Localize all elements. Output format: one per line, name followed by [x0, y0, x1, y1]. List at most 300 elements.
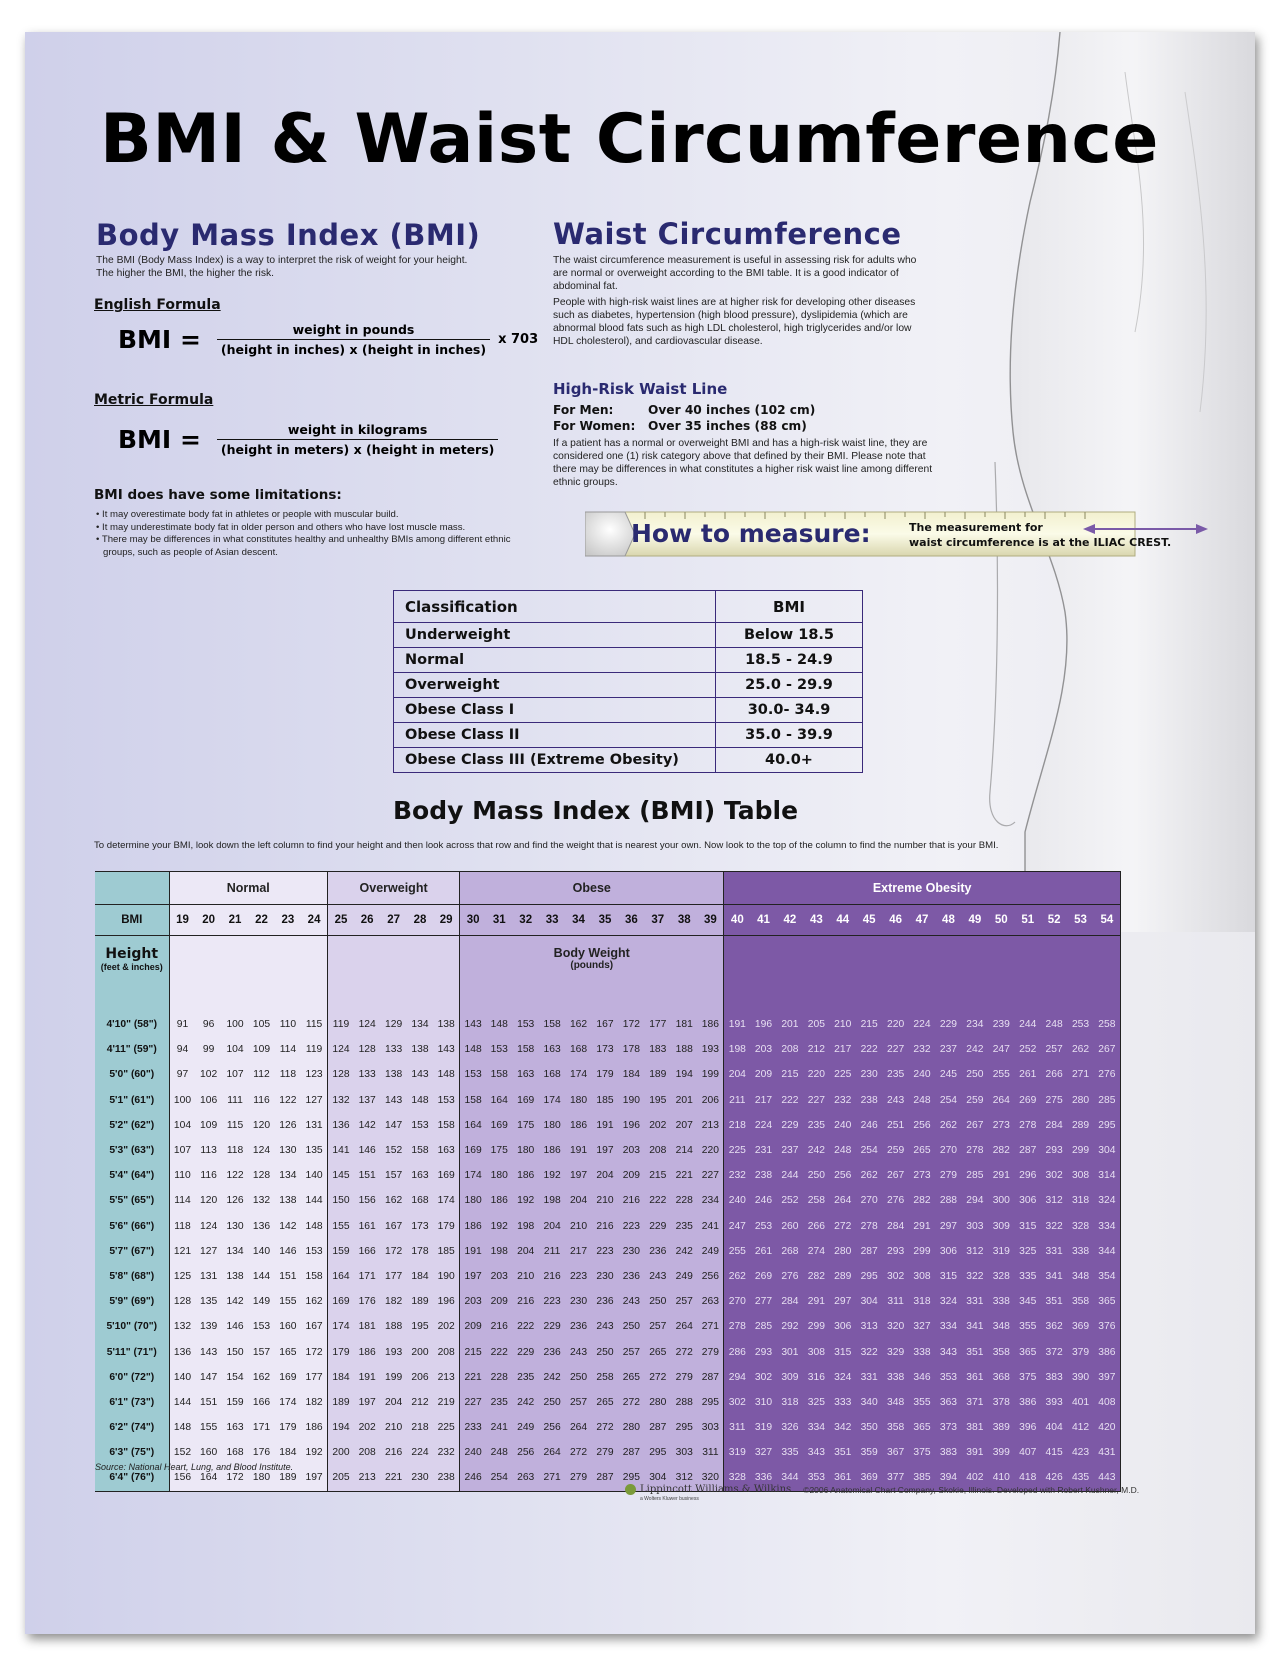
weight-cell: 272 [830, 1214, 856, 1239]
weight-cell: 378 [988, 1390, 1014, 1415]
weight-cell: 231 [750, 1138, 776, 1163]
weight-cell: 163 [539, 1037, 565, 1062]
weight-cell: 177 [645, 1012, 671, 1037]
weight-cell: 426 [1041, 1465, 1067, 1491]
weight-cell: 139 [195, 1314, 221, 1339]
weight-cell: 163 [407, 1163, 433, 1188]
body-weight-band [169, 936, 328, 1013]
weight-cell: 250 [962, 1062, 988, 1087]
weight-cell: 435 [1067, 1465, 1093, 1491]
weight-cell: 127 [195, 1239, 221, 1264]
weight-cell: 308 [1067, 1163, 1093, 1188]
weight-cell: 222 [486, 1339, 512, 1364]
weight-cell: 275 [1041, 1088, 1067, 1113]
weight-cell: 272 [592, 1415, 618, 1440]
weight-cell: 218 [724, 1113, 750, 1138]
weight-cell: 232 [909, 1037, 935, 1062]
classification-name: Obese Class I [394, 698, 716, 723]
weight-cell: 254 [935, 1088, 961, 1113]
weight-cell: 199 [380, 1365, 406, 1390]
weight-cell: 308 [803, 1339, 829, 1364]
weight-cell: 181 [354, 1314, 380, 1339]
weight-cell: 174 [460, 1163, 486, 1188]
weight-cell: 279 [592, 1440, 618, 1465]
weight-cell: 215 [777, 1062, 803, 1087]
weight-cell: 345 [1015, 1289, 1041, 1314]
bmi-intro-line-2: The higher the BMI, the higher the risk. [96, 268, 274, 279]
weight-cell: 300 [988, 1188, 1014, 1213]
weight-cell: 383 [935, 1440, 961, 1465]
bmi-value: 54 [1094, 905, 1121, 936]
weight-cell: 277 [750, 1289, 776, 1314]
weight-cell: 190 [433, 1264, 459, 1289]
weight-cell: 394 [935, 1465, 961, 1491]
weight-cell: 158 [539, 1012, 565, 1037]
weight-cell: 306 [935, 1239, 961, 1264]
weight-cell: 334 [935, 1314, 961, 1339]
weight-cell: 213 [433, 1365, 459, 1390]
weight-cell: 94 [169, 1037, 195, 1062]
weight-cell: 351 [1041, 1289, 1067, 1314]
weight-cell: 331 [1041, 1239, 1067, 1264]
weight-cell: 186 [565, 1113, 591, 1138]
weight-cell: 126 [222, 1188, 248, 1213]
weight-cell: 243 [645, 1264, 671, 1289]
weight-cell: 205 [803, 1012, 829, 1037]
weight-cell: 227 [882, 1037, 908, 1062]
weight-cell: 276 [1094, 1062, 1121, 1087]
bmi-value: 19 [169, 905, 195, 936]
bmi-table-row [95, 1088, 1121, 1113]
weight-cell: 420 [1094, 1415, 1121, 1440]
weight-cell: 328 [1067, 1214, 1093, 1239]
weight-cell: 284 [882, 1214, 908, 1239]
bmi-value: 40 [724, 905, 750, 936]
weight-cell: 113 [195, 1138, 221, 1163]
weight-cell: 368 [988, 1365, 1014, 1390]
weight-cell: 188 [671, 1037, 697, 1062]
weight-cell: 303 [697, 1415, 723, 1440]
bmi-intro [96, 254, 516, 280]
weight-cell: 240 [724, 1188, 750, 1213]
weight-cell: 194 [671, 1062, 697, 1087]
weight-cell: 110 [275, 1012, 301, 1037]
weight-cell: 397 [1094, 1365, 1121, 1390]
publisher-logo-icon [625, 1484, 636, 1495]
weight-cell: 282 [909, 1188, 935, 1213]
weight-cell: 210 [380, 1415, 406, 1440]
weight-cell: 197 [301, 1465, 327, 1491]
weight-cell: 243 [565, 1339, 591, 1364]
weight-cell: 208 [354, 1440, 380, 1465]
category-header: Normal [169, 872, 328, 905]
weight-cell: 211 [539, 1239, 565, 1264]
weight-cell: 182 [380, 1289, 406, 1314]
weight-cell: 256 [512, 1440, 538, 1465]
height-header-cell [95, 936, 169, 1013]
weight-cell: 178 [618, 1037, 644, 1062]
weight-cell: 230 [565, 1289, 591, 1314]
bmi-value: 35 [592, 905, 618, 936]
weight-cell: 138 [433, 1012, 459, 1037]
weight-cell: 144 [169, 1390, 195, 1415]
weight-cell: 177 [301, 1365, 327, 1390]
weight-cell: 152 [380, 1138, 406, 1163]
weight-cell: 242 [962, 1037, 988, 1062]
weight-cell: 306 [830, 1314, 856, 1339]
weight-cell: 258 [1094, 1012, 1121, 1037]
weight-cell: 128 [328, 1062, 354, 1087]
height-cell: 5'11" (71") [95, 1339, 169, 1364]
weight-cell: 268 [777, 1239, 803, 1264]
weight-cell: 250 [592, 1339, 618, 1364]
weight-cell: 229 [539, 1314, 565, 1339]
classification-name: Underweight [394, 623, 716, 648]
weight-cell: 147 [195, 1365, 221, 1390]
weight-cell: 132 [248, 1188, 274, 1213]
bmi-row-label: BMI [95, 905, 169, 936]
weight-cell: 291 [909, 1214, 935, 1239]
weight-cell: 212 [803, 1037, 829, 1062]
weight-cell: 247 [724, 1214, 750, 1239]
weight-cell: 215 [856, 1012, 882, 1037]
weight-cell: 162 [301, 1289, 327, 1314]
weight-cell: 224 [909, 1012, 935, 1037]
weight-cell: 304 [645, 1465, 671, 1491]
weight-cell: 206 [697, 1088, 723, 1113]
weight-cell: 167 [380, 1214, 406, 1239]
weight-cell: 134 [275, 1163, 301, 1188]
height-cell: 5'0" (60") [95, 1062, 169, 1087]
weight-cell: 199 [697, 1062, 723, 1087]
weight-cell: 258 [592, 1365, 618, 1390]
weight-cell: 99 [195, 1037, 221, 1062]
weight-cell: 259 [962, 1088, 988, 1113]
weight-cell: 227 [460, 1390, 486, 1415]
weight-cell: 327 [909, 1314, 935, 1339]
weight-cell: 262 [935, 1113, 961, 1138]
weight-cell: 124 [195, 1214, 221, 1239]
weight-cell: 257 [645, 1314, 671, 1339]
weight-cell: 119 [301, 1037, 327, 1062]
bmi-value: 20 [195, 905, 221, 936]
weight-cell: 140 [301, 1163, 327, 1188]
weight-cell: 238 [750, 1163, 776, 1188]
weight-cell: 273 [909, 1163, 935, 1188]
weight-cell: 168 [539, 1062, 565, 1087]
how-to-measure-tape [585, 510, 1208, 558]
classification-row [394, 698, 863, 723]
weight-cell: 289 [830, 1264, 856, 1289]
weight-cell: 209 [486, 1289, 512, 1314]
weight-cell: 158 [512, 1037, 538, 1062]
weight-cell: 210 [512, 1264, 538, 1289]
weight-cell: 350 [856, 1415, 882, 1440]
weight-cell: 163 [512, 1062, 538, 1087]
weight-cell: 235 [803, 1113, 829, 1138]
weight-cell: 142 [354, 1113, 380, 1138]
weight-cell: 287 [856, 1239, 882, 1264]
weight-cell: 242 [512, 1390, 538, 1415]
weight-cell: 204 [724, 1062, 750, 1087]
weight-cell: 96 [195, 1012, 221, 1037]
weight-cell: 204 [380, 1390, 406, 1415]
classification-row [394, 648, 863, 673]
weight-cell: 383 [1041, 1365, 1067, 1390]
bmi-value: 23 [275, 905, 301, 936]
how-to-text-3: ILIAC CREST. [1093, 536, 1172, 549]
classification-range: 35.0 - 39.9 [716, 723, 863, 748]
weight-cell: 196 [750, 1012, 776, 1037]
bmi-table-row [95, 1264, 1121, 1289]
weight-cell: 216 [512, 1289, 538, 1314]
weight-cell: 197 [354, 1390, 380, 1415]
weight-cell: 140 [248, 1239, 274, 1264]
weight-cell: 206 [407, 1365, 433, 1390]
weight-cell: 262 [1067, 1037, 1093, 1062]
weight-cell: 293 [750, 1339, 776, 1364]
weight-cell: 285 [1094, 1088, 1121, 1113]
bmi-value: 38 [671, 905, 697, 936]
bmi-value: 31 [486, 905, 512, 936]
weight-cell: 320 [697, 1465, 723, 1491]
weight-cell: 407 [1015, 1440, 1041, 1465]
weight-cell: 214 [671, 1138, 697, 1163]
weight-cell: 167 [301, 1314, 327, 1339]
weight-cell: 142 [275, 1214, 301, 1239]
weight-cell: 327 [750, 1440, 776, 1465]
weight-cell: 151 [195, 1390, 221, 1415]
weight-cell: 212 [407, 1390, 433, 1415]
english-denominator: (height in inches) x (height in inches) [217, 339, 490, 357]
how-to-measure-label: How to measure: [631, 519, 871, 548]
weight-cell: 133 [380, 1037, 406, 1062]
weight-cell: 324 [830, 1365, 856, 1390]
weight-cell: 248 [830, 1138, 856, 1163]
weight-cell: 196 [618, 1113, 644, 1138]
weight-cell: 138 [275, 1188, 301, 1213]
weight-cell: 242 [539, 1365, 565, 1390]
weight-cell: 246 [856, 1113, 882, 1138]
weight-cell: 318 [909, 1289, 935, 1314]
weight-cell: 254 [486, 1465, 512, 1491]
classification-name: Obese Class III (Extreme Obesity) [394, 748, 716, 773]
weight-cell: 351 [830, 1440, 856, 1465]
weight-cell: 309 [988, 1214, 1014, 1239]
weight-cell: 143 [433, 1037, 459, 1062]
limitations-list [96, 509, 536, 559]
weight-cell: 375 [1015, 1365, 1041, 1390]
how-to-text-line-2 [909, 536, 1171, 549]
weight-cell: 262 [724, 1264, 750, 1289]
height-cell: 5'10" (70") [95, 1314, 169, 1339]
weight-cell: 189 [275, 1465, 301, 1491]
weight-cell: 235 [512, 1365, 538, 1390]
weight-cell: 278 [962, 1138, 988, 1163]
weight-cell: 377 [882, 1465, 908, 1491]
weight-cell: 186 [460, 1214, 486, 1239]
weight-cell: 319 [988, 1239, 1014, 1264]
men-value: Over 40 inches (102 cm) [648, 403, 816, 417]
weight-cell: 225 [830, 1062, 856, 1087]
weight-cell: 318 [777, 1390, 803, 1415]
weight-cell: 216 [380, 1440, 406, 1465]
weight-cell: 186 [301, 1415, 327, 1440]
weight-cell: 218 [407, 1415, 433, 1440]
weight-cell: 185 [592, 1088, 618, 1113]
weight-cell: 153 [301, 1239, 327, 1264]
weight-cell: 348 [988, 1314, 1014, 1339]
height-cell: 5'8" (68") [95, 1264, 169, 1289]
bmi-value: 27 [380, 905, 406, 936]
weight-cell: 282 [988, 1138, 1014, 1163]
weight-cell: 174 [433, 1188, 459, 1213]
limitation-item: • There may be differences in what constitutes healthy and unhealthy BMIs among different ethnic groups, such as people of Asian descent. [96, 534, 511, 558]
weight-cell: 230 [856, 1062, 882, 1087]
weight-cell: 138 [222, 1264, 248, 1289]
body-weight-label: Body Weight [553, 946, 630, 960]
weight-cell: 143 [407, 1062, 433, 1087]
weight-cell: 169 [433, 1163, 459, 1188]
weight-cell: 266 [803, 1214, 829, 1239]
weight-cell: 291 [803, 1289, 829, 1314]
weight-cell: 210 [830, 1012, 856, 1037]
weight-cell: 209 [618, 1163, 644, 1188]
poster-title: BMI & Waist Circumference [100, 100, 1159, 179]
weight-cell: 341 [1041, 1264, 1067, 1289]
weight-cell: 237 [935, 1037, 961, 1062]
weight-cell: 180 [486, 1163, 512, 1188]
weight-cell: 163 [433, 1138, 459, 1163]
weight-cell: 278 [856, 1214, 882, 1239]
weight-cell: 334 [1094, 1214, 1121, 1239]
weight-cell: 217 [830, 1037, 856, 1062]
weight-cell: 261 [1015, 1062, 1041, 1087]
weight-cell: 280 [830, 1239, 856, 1264]
bmi-value: 21 [222, 905, 248, 936]
weight-cell: 415 [1041, 1440, 1067, 1465]
category-corner-cell [95, 872, 169, 905]
weight-cell: 253 [1067, 1012, 1093, 1037]
weight-cell: 346 [909, 1365, 935, 1390]
classification-range: 18.5 - 24.9 [716, 648, 863, 673]
weight-cell: 358 [988, 1339, 1014, 1364]
classification-range: 40.0+ [716, 748, 863, 773]
weight-cell: 168 [222, 1440, 248, 1465]
weight-cell: 308 [909, 1264, 935, 1289]
weight-cell: 257 [671, 1289, 697, 1314]
women-label: For Women: [553, 419, 636, 433]
weight-cell: 180 [460, 1188, 486, 1213]
height-cell: 6'3" (75") [95, 1440, 169, 1465]
weight-cell: 158 [486, 1062, 512, 1087]
weight-cell: 223 [592, 1239, 618, 1264]
weight-cell: 124 [248, 1138, 274, 1163]
weight-cell: 331 [962, 1289, 988, 1314]
weight-cell: 291 [988, 1163, 1014, 1188]
weight-cell: 244 [1015, 1012, 1041, 1037]
weight-cell: 250 [539, 1390, 565, 1415]
weight-cell: 158 [433, 1113, 459, 1138]
weight-cell: 133 [354, 1062, 380, 1087]
weight-cell: 222 [777, 1088, 803, 1113]
weight-cell: 204 [592, 1163, 618, 1188]
weight-cell: 221 [380, 1465, 406, 1491]
bmi-table-row [95, 1138, 1121, 1163]
weight-cell: 225 [433, 1415, 459, 1440]
bmi-value: 45 [856, 905, 882, 936]
weight-cell: 182 [301, 1390, 327, 1415]
weight-cell: 202 [433, 1314, 459, 1339]
weight-cell: 247 [988, 1037, 1014, 1062]
weight-cell: 253 [750, 1214, 776, 1239]
weight-cell: 361 [830, 1465, 856, 1491]
weight-cell: 322 [962, 1264, 988, 1289]
weight-cell: 220 [882, 1012, 908, 1037]
weight-cell: 105 [248, 1012, 274, 1037]
weight-cell: 295 [697, 1390, 723, 1415]
weight-cell: 287 [618, 1440, 644, 1465]
classification-name: Overweight [394, 673, 716, 698]
weight-cell: 270 [724, 1289, 750, 1314]
weight-cell: 284 [777, 1289, 803, 1314]
weight-cell: 245 [935, 1062, 961, 1087]
weight-cell: 243 [618, 1289, 644, 1314]
weight-cell: 229 [645, 1214, 671, 1239]
weight-cell: 272 [671, 1339, 697, 1364]
bmi-table-title: Body Mass Index (BMI) Table [393, 796, 799, 825]
weight-cell: 242 [803, 1138, 829, 1163]
weight-cell: 229 [777, 1113, 803, 1138]
weight-cell: 127 [301, 1088, 327, 1113]
weight-cell: 243 [882, 1088, 908, 1113]
weight-cell: 386 [1015, 1390, 1041, 1415]
weight-cell: 160 [275, 1314, 301, 1339]
weight-cell: 365 [1094, 1289, 1121, 1314]
weight-cell: 200 [328, 1440, 354, 1465]
limitation-item: • It may underestimate body fat in older person and others who have lost muscle mass. [96, 521, 466, 533]
weight-cell: 338 [988, 1289, 1014, 1314]
height-cell: 4'10" (58") [95, 1012, 169, 1037]
weight-cell: 221 [671, 1163, 697, 1188]
source-note: Source: National Heart, Lung, and Blood Institute. [95, 1462, 294, 1472]
weight-cell: 401 [1067, 1390, 1093, 1415]
weight-cell: 266 [1041, 1062, 1067, 1087]
weight-cell: 155 [328, 1214, 354, 1239]
weight-cell: 152 [169, 1440, 195, 1465]
weight-cell: 204 [539, 1214, 565, 1239]
weight-cell: 315 [935, 1264, 961, 1289]
weight-cell: 286 [724, 1339, 750, 1364]
weight-cell: 172 [618, 1012, 644, 1037]
weight-cell: 176 [248, 1440, 274, 1465]
weight-cell: 215 [460, 1339, 486, 1364]
weight-cell: 264 [830, 1188, 856, 1213]
weight-cell: 299 [909, 1239, 935, 1264]
weight-cell: 217 [565, 1239, 591, 1264]
weight-cell: 175 [512, 1113, 538, 1138]
weight-cell: 423 [1067, 1440, 1093, 1465]
weight-cell: 208 [777, 1037, 803, 1062]
weight-cell: 180 [512, 1138, 538, 1163]
height-cell: 5'7" (67") [95, 1239, 169, 1264]
weight-cell: 278 [724, 1314, 750, 1339]
weight-cell: 310 [750, 1390, 776, 1415]
weight-cell: 391 [962, 1440, 988, 1465]
weight-cell: 168 [407, 1188, 433, 1213]
weight-cell: 209 [750, 1062, 776, 1087]
weight-cell: 329 [882, 1339, 908, 1364]
